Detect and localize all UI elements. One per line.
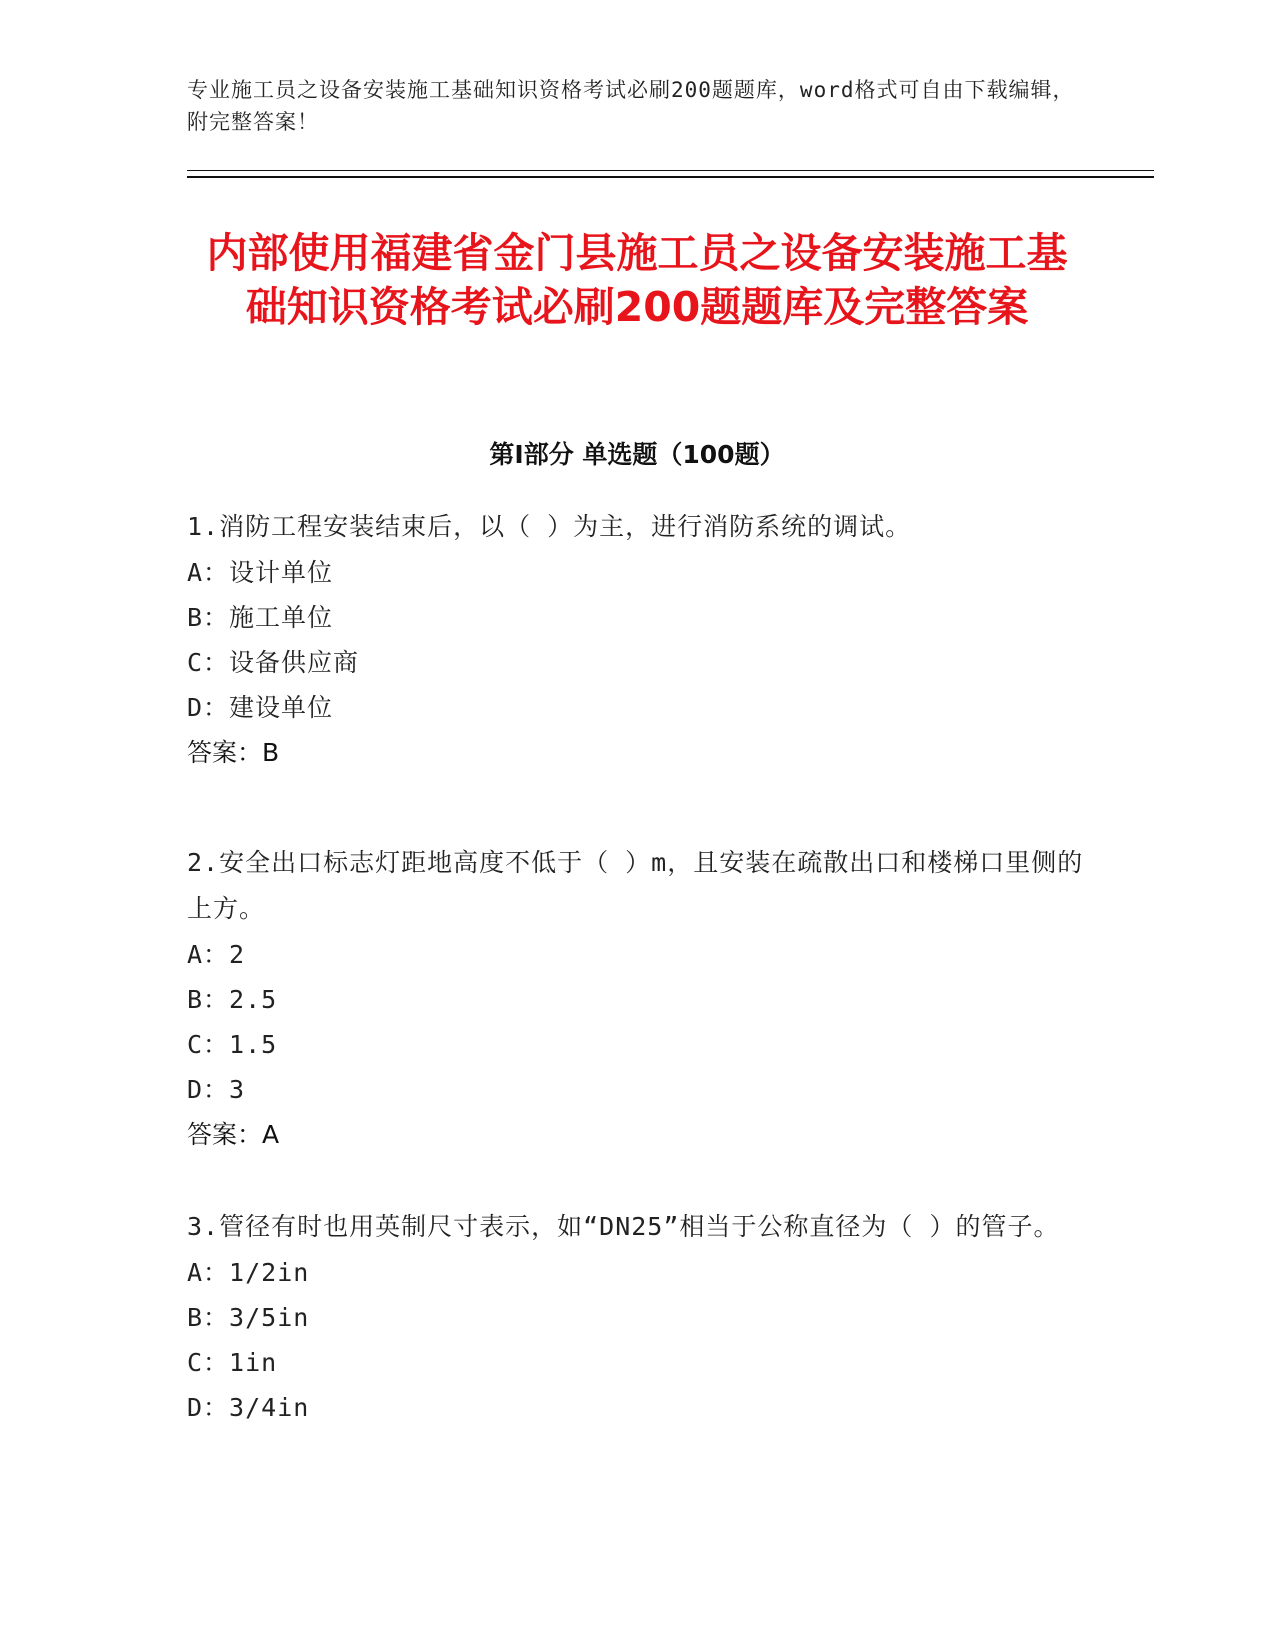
question-stem: 3.管径有时也用英制尺寸表示，如“DN25”相当于公称直径为（ ）的管子。	[187, 1212, 1060, 1241]
header-note: 专业施工员之设备安装施工基础知识资格考试必刷200题题库，word格式可自由下载编辑，附完整答案！	[187, 78, 1075, 134]
question-stem: 2.安全出口标志灯距地高度不低于（ ）m，且安装在疏散出口和楼梯口里侧的上方。	[187, 848, 1084, 923]
option-c: C：1in	[187, 1348, 278, 1377]
header-rule-thick	[187, 176, 1154, 178]
question-stem: 1.消防工程安装结束后，以（ ）为主，进行消防系统的调试。	[187, 512, 912, 541]
section-title: 第Ⅰ部分 单选题（100题）	[489, 440, 785, 469]
option-a: A：1/2in	[187, 1258, 310, 1287]
option-c: C：1.5	[187, 1030, 278, 1059]
option-a: A：设计单位	[187, 558, 334, 587]
header-rule-thin	[187, 170, 1154, 171]
answer: 答案：A	[187, 1120, 280, 1149]
document-title: 内部使用福建省金门县施工员之设备安装施工基础知识资格考试必刷200题题库及完整答案	[206, 229, 1068, 331]
question-1	[187, 504, 1087, 776]
question-2	[187, 840, 1087, 1158]
question-3	[187, 1204, 1087, 1430]
option-d: D：3	[187, 1075, 246, 1104]
answer: 答案：B	[187, 738, 280, 767]
option-c: C：设备供应商	[187, 648, 360, 677]
option-b: B：2.5	[187, 985, 278, 1014]
option-b: B：3/5in	[187, 1303, 310, 1332]
option-d: D：3/4in	[187, 1393, 310, 1422]
option-a: A：2	[187, 940, 246, 969]
option-d: D：建设单位	[187, 693, 334, 722]
option-b: B：施工单位	[187, 603, 334, 632]
